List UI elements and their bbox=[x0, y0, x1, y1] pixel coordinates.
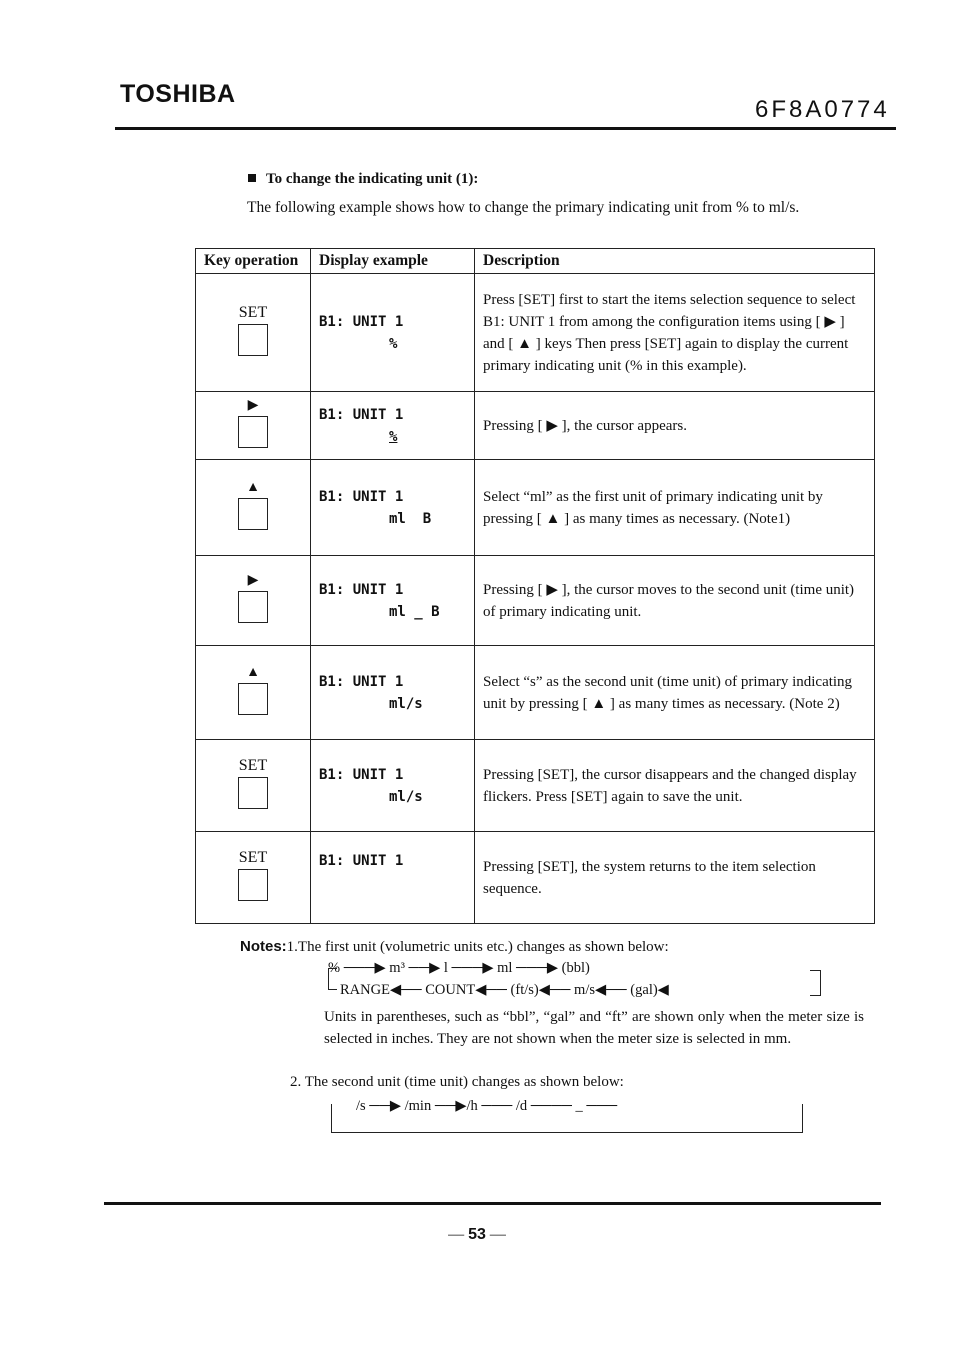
display-line-2: ml B bbox=[389, 510, 432, 527]
note1-flow-bottom: RANGE◀── COUNT◀── (ft/s)◀── m/s◀── (gal)◀ bbox=[340, 982, 669, 998]
table-row bbox=[196, 556, 875, 646]
description-cell: Pressing [SET], the system returns to the item selection sequence. bbox=[475, 832, 875, 924]
key-cell bbox=[196, 646, 311, 740]
display-line-2: % bbox=[389, 335, 398, 352]
display-line-1: B1: UNIT 1 bbox=[319, 673, 404, 690]
note2-intro: 2. The second unit (time unit) changes as shown below: bbox=[290, 1074, 624, 1090]
header-display-example: Display example bbox=[311, 249, 475, 274]
table-header-row bbox=[196, 249, 875, 274]
up-arrow-icon: ▲ bbox=[246, 665, 260, 680]
key-operation-table bbox=[195, 248, 875, 924]
brand-logo: TOSHIBA bbox=[120, 80, 236, 108]
key-button-icon bbox=[238, 591, 268, 623]
note2-flow-loop bbox=[331, 1104, 803, 1133]
key-button-icon bbox=[238, 683, 268, 715]
display-line-1: B1: UNIT 1 bbox=[319, 853, 404, 869]
description-cell: Pressing [ ▶ ], the cursor appears. bbox=[475, 392, 875, 460]
display-line-2: % bbox=[389, 428, 398, 445]
note2-flow: /s ──▶ /min ──▶/h ─── /d ──── _ ─── bbox=[356, 1098, 618, 1114]
right-arrow-icon: ▶ bbox=[247, 573, 259, 588]
key-button-icon bbox=[238, 324, 268, 356]
right-arrow-icon: ▶ bbox=[247, 398, 259, 413]
notes-label: Notes: bbox=[240, 938, 287, 955]
display-cell bbox=[311, 832, 475, 924]
display-line-2: ml/s bbox=[389, 788, 423, 805]
description-cell: Press [SET] first to start the items selection sequence to select B1: UNIT 1 from among the configuration items using [ ▶ ] and [ ▲ ] keys Then press [SET] again to display the current primary indicating unit (% in this example). bbox=[475, 274, 875, 392]
notes-block bbox=[240, 936, 669, 958]
table-row bbox=[196, 392, 875, 460]
key-cell bbox=[196, 832, 311, 924]
header-key-operation: Key operation bbox=[196, 249, 311, 274]
description-cell: Pressing [ ▶ ], the cursor moves to the second unit (time unit) of primary indicating unit. bbox=[475, 556, 875, 646]
header-rule bbox=[115, 127, 896, 130]
header-description: Description bbox=[475, 249, 875, 274]
description-cell: Pressing [SET], the cursor disappears and the changed display flickers. Press [SET] again to save the unit. bbox=[475, 740, 875, 832]
footer-rule bbox=[104, 1202, 881, 1205]
section-heading-text: To change the indicating unit (1): bbox=[266, 171, 479, 187]
display-line-1: B1: UNIT 1 bbox=[319, 406, 404, 423]
display-cell bbox=[311, 392, 475, 460]
key-label: SET bbox=[238, 849, 268, 866]
display-line-1: B1: UNIT 1 bbox=[319, 581, 404, 598]
note1-flow-top: % ───▶ m³ ──▶ l ───▶ ml ───▶ (bbl) bbox=[328, 960, 590, 976]
key-cell bbox=[196, 460, 311, 556]
table-row bbox=[196, 460, 875, 556]
key-button-icon bbox=[238, 416, 268, 448]
key-cell bbox=[196, 556, 311, 646]
table-row bbox=[196, 274, 875, 392]
table-row bbox=[196, 832, 875, 924]
key-cell bbox=[196, 274, 311, 392]
table-row bbox=[196, 646, 875, 740]
key-button-icon bbox=[238, 777, 268, 809]
display-line-2: ml _ B bbox=[389, 603, 440, 620]
document-number: 6F8A0774 bbox=[755, 96, 890, 123]
key-cell bbox=[196, 740, 311, 832]
display-cell bbox=[311, 274, 475, 392]
display-cell bbox=[311, 740, 475, 832]
key-button-icon bbox=[238, 869, 268, 901]
description-cell: Select “s” as the second unit (time unit) of primary indicating unit by pressing [ ▲ ] as many times as necessary. (Note 2) bbox=[475, 646, 875, 740]
intro-text: The following example shows how to change the primary indicating unit from % to ml/s. bbox=[247, 199, 800, 216]
table-row bbox=[196, 740, 875, 832]
key-button-icon bbox=[238, 498, 268, 530]
section-heading bbox=[248, 171, 478, 188]
display-line-1: B1: UNIT 1 bbox=[319, 488, 404, 505]
key-label: SET bbox=[238, 757, 268, 774]
display-line-1: B1: UNIT 1 bbox=[319, 766, 404, 783]
display-cell bbox=[311, 556, 475, 646]
page-number-value: 53 bbox=[468, 1226, 486, 1243]
up-arrow-icon: ▲ bbox=[246, 480, 260, 495]
note1-intro: 1.The first unit (volumetric units etc.) changes as shown below: bbox=[286, 939, 669, 955]
display-line-2: ml/s bbox=[389, 695, 423, 712]
display-line-1: B1: UNIT 1 bbox=[319, 313, 404, 330]
page-number: — 53 — bbox=[448, 1226, 506, 1243]
key-label: SET bbox=[238, 304, 268, 321]
display-cell bbox=[311, 646, 475, 740]
flow-return-bracket-right bbox=[810, 970, 821, 996]
key-cell bbox=[196, 392, 311, 460]
display-cell bbox=[311, 460, 475, 556]
note1-body: Units in parentheses, such as “bbl”, “gal” and “ft” are shown only when the meter size is selected in inches. They are not shown when the meter size is selected in mm. bbox=[324, 1009, 864, 1047]
description-cell: Select “ml” as the first unit of primary indicating unit by pressing [ ▲ ] as many times as necessary. (Note1) bbox=[475, 460, 875, 556]
bullet-square-icon bbox=[248, 174, 256, 182]
flow-return-bracket-left bbox=[328, 968, 337, 990]
